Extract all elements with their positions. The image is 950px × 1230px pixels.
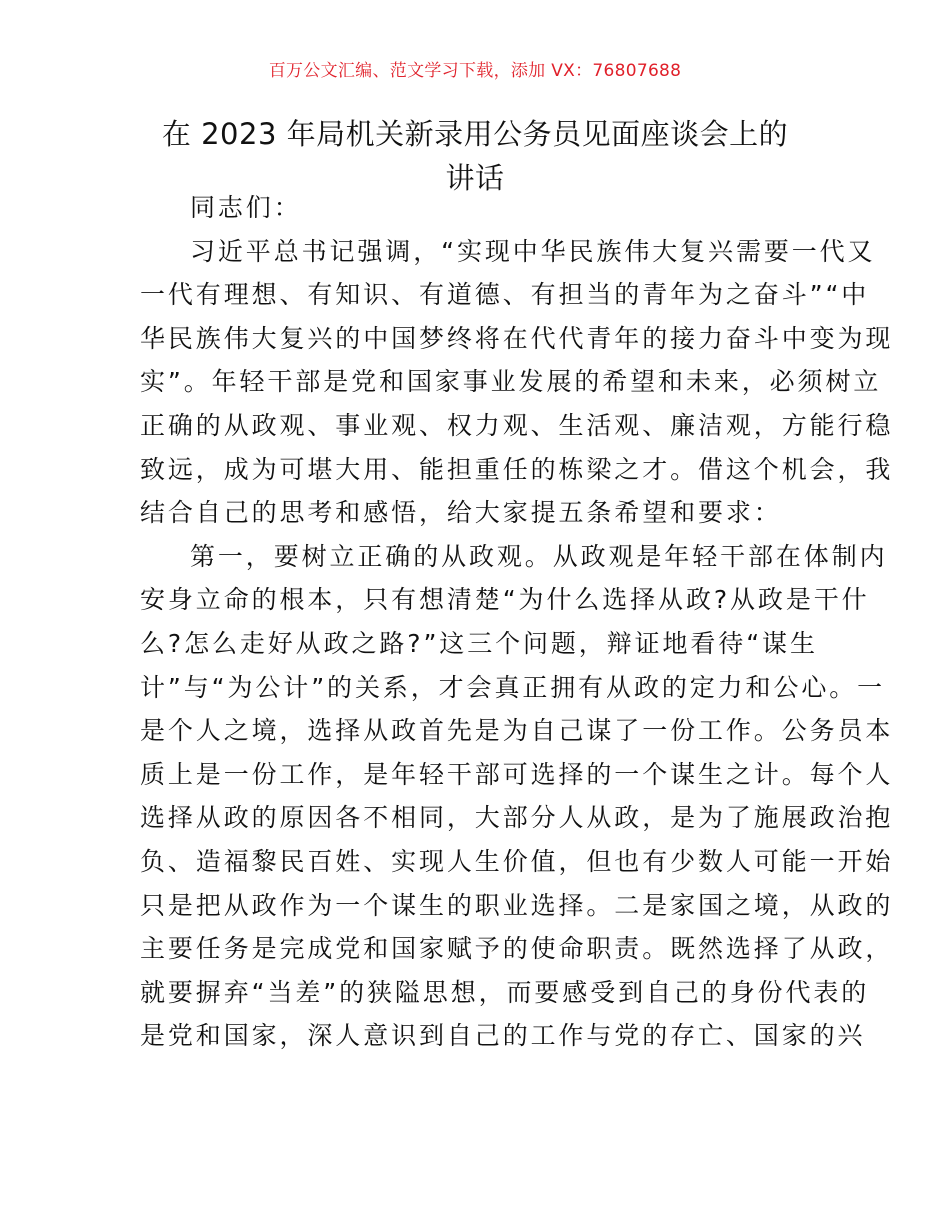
- paragraph-line: 主要任务是完成党和国家赋予的使命职责。既然选择了从政，: [140, 934, 894, 964]
- paragraph-line: 结合自己的思考和感悟，给大家提五条希望和要求：: [140, 498, 782, 528]
- greeting-text: 同志们：: [190, 193, 302, 222]
- paragraph-1: [140, 230, 894, 535]
- paragraph-line: 质上是一份工作，是年轻干部可选择的一个谋生之计。每个人: [140, 759, 894, 789]
- paragraph-line: 么?怎么走好从政之路?”这三个问题，辩证地看待“谋生: [140, 628, 818, 658]
- paragraph-line: 实”。年轻干部是党和国家事业发展的希望和未来，必须树立: [140, 367, 882, 397]
- paragraph-2: [140, 535, 894, 1058]
- paragraph-line: 就要摒弃“当差”的狭隘思想，而要感受到自己的身份代表的: [140, 977, 870, 1007]
- paragraph-line: 负、造福黎民百姓、实现人生价值，但也有少数人可能一开始: [140, 846, 894, 876]
- paragraph-line: 一代有理想、有知识、有道德、有担当的青年为之奋斗”“中: [140, 280, 870, 310]
- watermark-banner: 百万公文汇编、范文学习下载，添加 VX：76807688: [268, 61, 682, 81]
- paragraph-line: 正确的从政观、事业观、权力观、生活观、廉洁观，方能行稳: [140, 410, 894, 440]
- paragraph-line: 致远，成为可堪大用、能担重任的栋梁之才。借这个机会，我: [140, 454, 894, 484]
- paragraph-line: 选择从政的原因各不相同，大部分人从政，是为了施展政治抱: [140, 803, 894, 833]
- document-body: [140, 186, 894, 1058]
- paragraph-line: 习近平总书记强调，“实现中华民族伟大复兴需要一代又: [190, 236, 876, 266]
- paragraph-line: 只是把从政作为一个谋生的职业选择。二是家国之境，从政的: [140, 890, 894, 920]
- paragraph-line: 安身立命的根本，只有想清楚“为什么选择从政?从政是干什: [140, 585, 870, 615]
- paragraph-line: 计”与“为公计”的关系，才会真正拥有从政的定力和公心。一: [140, 672, 886, 702]
- paragraph-line: 是党和国家，深人意识到自己的工作与党的存亡、国家的兴: [140, 1021, 866, 1051]
- title-line-2: 讲话: [445, 161, 505, 195]
- paragraph-line: 是个人之境，选择从政首先是为自己谋了一份工作。公务员本: [140, 716, 894, 746]
- paragraph-line: 第一，要树立正确的从政观。从政观是年轻干部在体制内: [190, 541, 888, 571]
- greeting: [140, 186, 816, 230]
- paragraph-line: 华民族伟大复兴的中国梦终将在代代青年的接力奋斗中变为现: [140, 323, 894, 353]
- title-line-1: 在 2023 年局机关新录用公务员见面座谈会上的: [161, 117, 789, 151]
